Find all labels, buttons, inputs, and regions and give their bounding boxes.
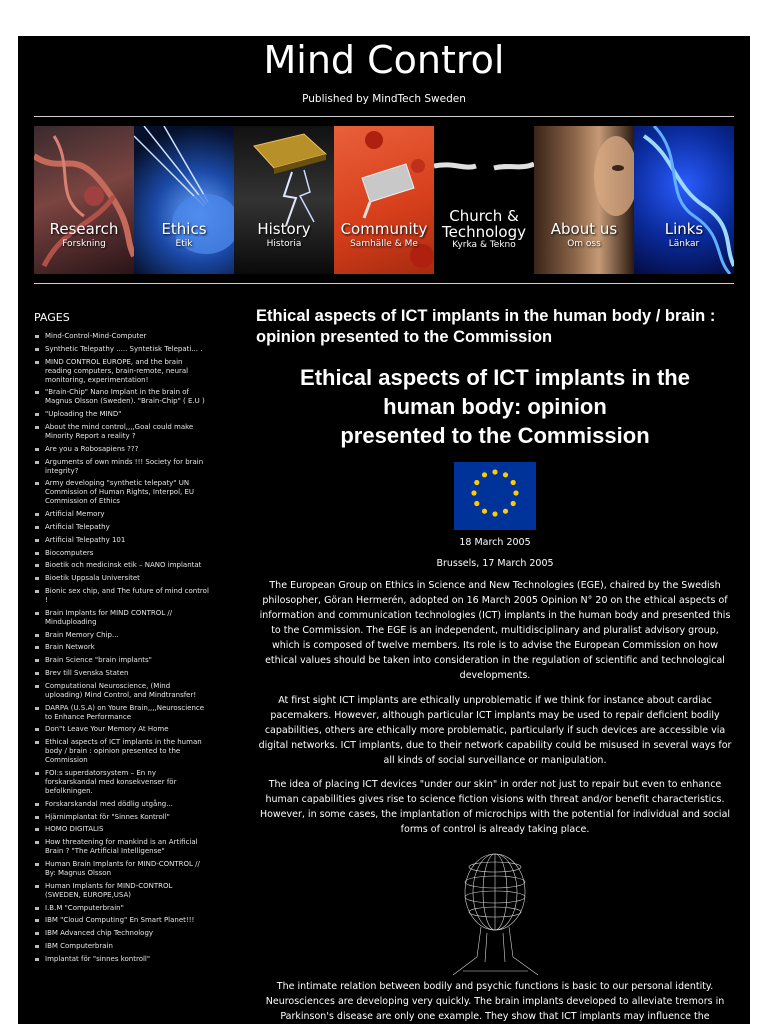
sidebar-item[interactable]: Human Implants for MIND-CONTROL (SWEDEN, EUROPE,USA) xyxy=(34,882,209,900)
navigation-banner xyxy=(34,126,734,274)
nav-tile-research[interactable] xyxy=(34,126,134,274)
sidebar-item[interactable]: Brain Network xyxy=(34,643,209,652)
nav-label-community: Community xyxy=(340,220,428,238)
sidebar-item[interactable]: Bioetik Uppsala Universitet xyxy=(34,574,209,583)
nav-label-church: Church & Technology xyxy=(441,207,527,241)
nav-label-ethics: Ethics xyxy=(161,220,207,238)
article-place-date: Brussels, 17 March 2005 xyxy=(436,558,554,569)
sidebar-item[interactable]: I.B.M "Computerbrain" xyxy=(34,904,209,913)
nav-sublabel-church: Kyrka & Tekno xyxy=(452,240,516,250)
site-title[interactable]: Mind Control xyxy=(263,38,505,82)
sidebar-item[interactable]: Forskarskandal med dödlig utgång... xyxy=(34,800,209,809)
robot-image xyxy=(334,126,434,274)
page-container xyxy=(18,36,750,1024)
sidebar-item[interactable]: Human Brain Implants for MIND-CONTROL // By: Magnus Olsson xyxy=(34,860,209,878)
banner-divider xyxy=(34,283,734,284)
sidebar-item[interactable]: How threatening for mankind is an Artificial Brain ? "The Artificial Intelligense" xyxy=(34,838,209,856)
sidebar-item[interactable]: Brain Memory Chip... xyxy=(34,631,209,640)
nav-sublabel-history: Historia xyxy=(266,239,302,249)
eu-flag-image xyxy=(454,462,536,530)
sidebar-item[interactable]: Implantat för "sinnes kontroll" xyxy=(34,955,209,964)
nav-tile-community[interactable] xyxy=(334,126,434,274)
sidebar-item[interactable]: FOI:s superdatorsystem – En ny forskarskandal med konsekvenser för befolkningen. xyxy=(34,769,209,796)
nav-sublabel-research: Forskning xyxy=(62,239,106,249)
sidebar-item[interactable]: Computational Neuroscience, (Mind uploading) Mind Control, and Mindtransfer! xyxy=(34,682,209,700)
nav-label-history: History xyxy=(257,220,311,238)
sidebar-item[interactable]: Bioetik och medicinsk etik – NANO implantat xyxy=(34,561,209,570)
sidebar-item[interactable]: "Brain-Chip" Nano Implant in the brain of Magnus Olsson (Sweden). "Brain-Chip" ( E.U ) xyxy=(34,388,209,406)
fingers-image xyxy=(434,126,534,274)
nav-sublabel-about-us: Om oss xyxy=(567,239,601,249)
sidebar-item[interactable]: Artificial Memory xyxy=(34,510,209,519)
sidebar-item[interactable]: Artificial Telepathy 101 xyxy=(34,536,209,545)
nav-sublabel-links: Länkar xyxy=(668,239,700,249)
sidebar-item[interactable]: Mind-Control-Mind-Computer xyxy=(34,332,209,341)
sidebar-item[interactable]: Bionic sex chip, and The future of mind control ! xyxy=(34,587,209,605)
article-heading: Ethical aspects of ICT implants in the human body: opinion presented to the Commission xyxy=(300,365,690,448)
sidebar-item[interactable]: About the mind control,,,,Goal could make Minority Report a reality ? xyxy=(34,423,209,441)
article-date: 18 March 2005 xyxy=(459,537,531,548)
sidebar-item[interactable]: MIND CONTROL EUROPE, and the brain reading computers, brain-remote, neural monitoring, experimentation! xyxy=(34,358,209,385)
face-image xyxy=(534,126,634,274)
sidebar-item[interactable]: Synthetic Telepathy ..... Syntetisk Telepati... . xyxy=(34,345,209,354)
sidebar-item[interactable]: Artificial Telepathy xyxy=(34,523,209,532)
sidebar-item[interactable]: IBM Advanced chip Technology xyxy=(34,929,209,938)
nav-tile-church-technology[interactable] xyxy=(434,126,534,274)
sidebar-item[interactable]: Don"t Leave Your Memory At Home xyxy=(34,725,209,734)
sidebar-item[interactable]: Hjärnimplantat för "Sinnes Kontroll" xyxy=(34,813,209,822)
sidebar-heading: PAGES xyxy=(34,311,70,324)
sidebar-item[interactable]: IBM Computerbrain xyxy=(34,942,209,951)
wireframe-head-image xyxy=(443,847,548,977)
site-subtitle: Published by MindTech Sweden xyxy=(302,93,466,105)
sidebar-item[interactable]: Brev till Svenska Staten xyxy=(34,669,209,678)
sidebar-item[interactable]: Arguments of own minds !!! Society for brain integrity? xyxy=(34,458,209,476)
nav-label-research: Research xyxy=(49,220,119,238)
main-content xyxy=(256,306,734,1024)
post-title[interactable]: Ethical aspects of ICT implants in the human body / brain : opinion presented to the Commission xyxy=(256,307,716,346)
nav-tile-about-us[interactable] xyxy=(534,126,634,274)
article-paragraph: The European Group on Ethics in Science and New Technologies (EGE), chaired by the Swedish philosopher, Göran Hermerén, adopted on 16 March 2005 Opinion N° 20 on the ethical aspects of information and communication technologies (ICT) implants in the human body and presented this to the Commission. The EGE is an independent, multidisciplinary and pluralist advisory group, which is composed of twelve members. Its role is to advise the European Commission on how ethical values should be taken into consideration in the regulation of scientific and technological developments. xyxy=(259,580,731,681)
sidebar-item[interactable]: HOMO DIGITALIS xyxy=(34,825,209,834)
article-paragraph: The idea of placing ICT devices "under our skin" in order not just to repair but even to enhance human capabilities gives rise to science fiction visions with threat and/or benefit characteristics. However, in some cases, the implantation of microchips with the potential for individual and social forms of control is already taking place. xyxy=(259,779,731,835)
sidebar-item[interactable]: "Uploading the MIND" xyxy=(34,410,209,419)
sidebar xyxy=(34,311,209,967)
article-paragraph: The intimate relation between bodily and psychic functions is basic to our personal identity. Neurosciences are developing very quickly. The brain implants developed to alleviate tremors in Parkinson's disease are only one example. They show that ICT implants may influence the xyxy=(265,981,725,1022)
nav-tile-links[interactable] xyxy=(634,126,734,274)
brain-image xyxy=(134,126,234,274)
chip-image xyxy=(234,126,334,274)
sidebar-item[interactable]: Brain Implants for MIND CONTROL // Minduploading xyxy=(34,609,209,627)
article-paragraph: At first sight ICT implants are ethically unproblematic if we think for instance about cardiac pacemakers. However, although particular ICT implants may be used to repair deficient bodily capabilities, others are ethically more problematic, particularly if such devices are accessible via digital networks. ICT implants, due to their network capability could be misused in several ways for all kinds of social surveillance or manipulation. xyxy=(258,694,732,766)
neuron-image xyxy=(34,126,134,274)
sidebar-item[interactable]: Ethical aspects of ICT implants in the human body / brain : opinion presented to the Commission xyxy=(34,738,209,765)
sidebar-item[interactable]: Brain Science "brain implants" xyxy=(34,656,209,665)
dna-image xyxy=(634,126,734,274)
nav-sublabel-community: Samhälle & Me xyxy=(350,239,418,249)
nav-tile-history[interactable] xyxy=(234,126,334,274)
sidebar-item[interactable]: IBM "Cloud Computing" En Smart Planet!!! xyxy=(34,916,209,925)
nav-label-links: Links xyxy=(664,220,704,238)
header-divider xyxy=(34,116,734,117)
sidebar-page-list xyxy=(34,332,209,964)
nav-label-about-us: About us xyxy=(550,220,618,238)
sidebar-item[interactable]: DARPA (U.S.A) on Youre Brain,,,,Neuroscience to Enhance Performance xyxy=(34,704,209,722)
sidebar-item[interactable]: Are you a Robosapiens ??? xyxy=(34,445,209,454)
sidebar-item[interactable]: Biocomputers xyxy=(34,549,209,558)
nav-sublabel-ethics: Etik xyxy=(175,239,193,249)
sidebar-item[interactable]: Army developing "synthetic telepaty" UN Commission of Human Rights, Interpol, EU Commission of Ethics xyxy=(34,479,209,506)
nav-tile-ethics[interactable] xyxy=(134,126,234,274)
